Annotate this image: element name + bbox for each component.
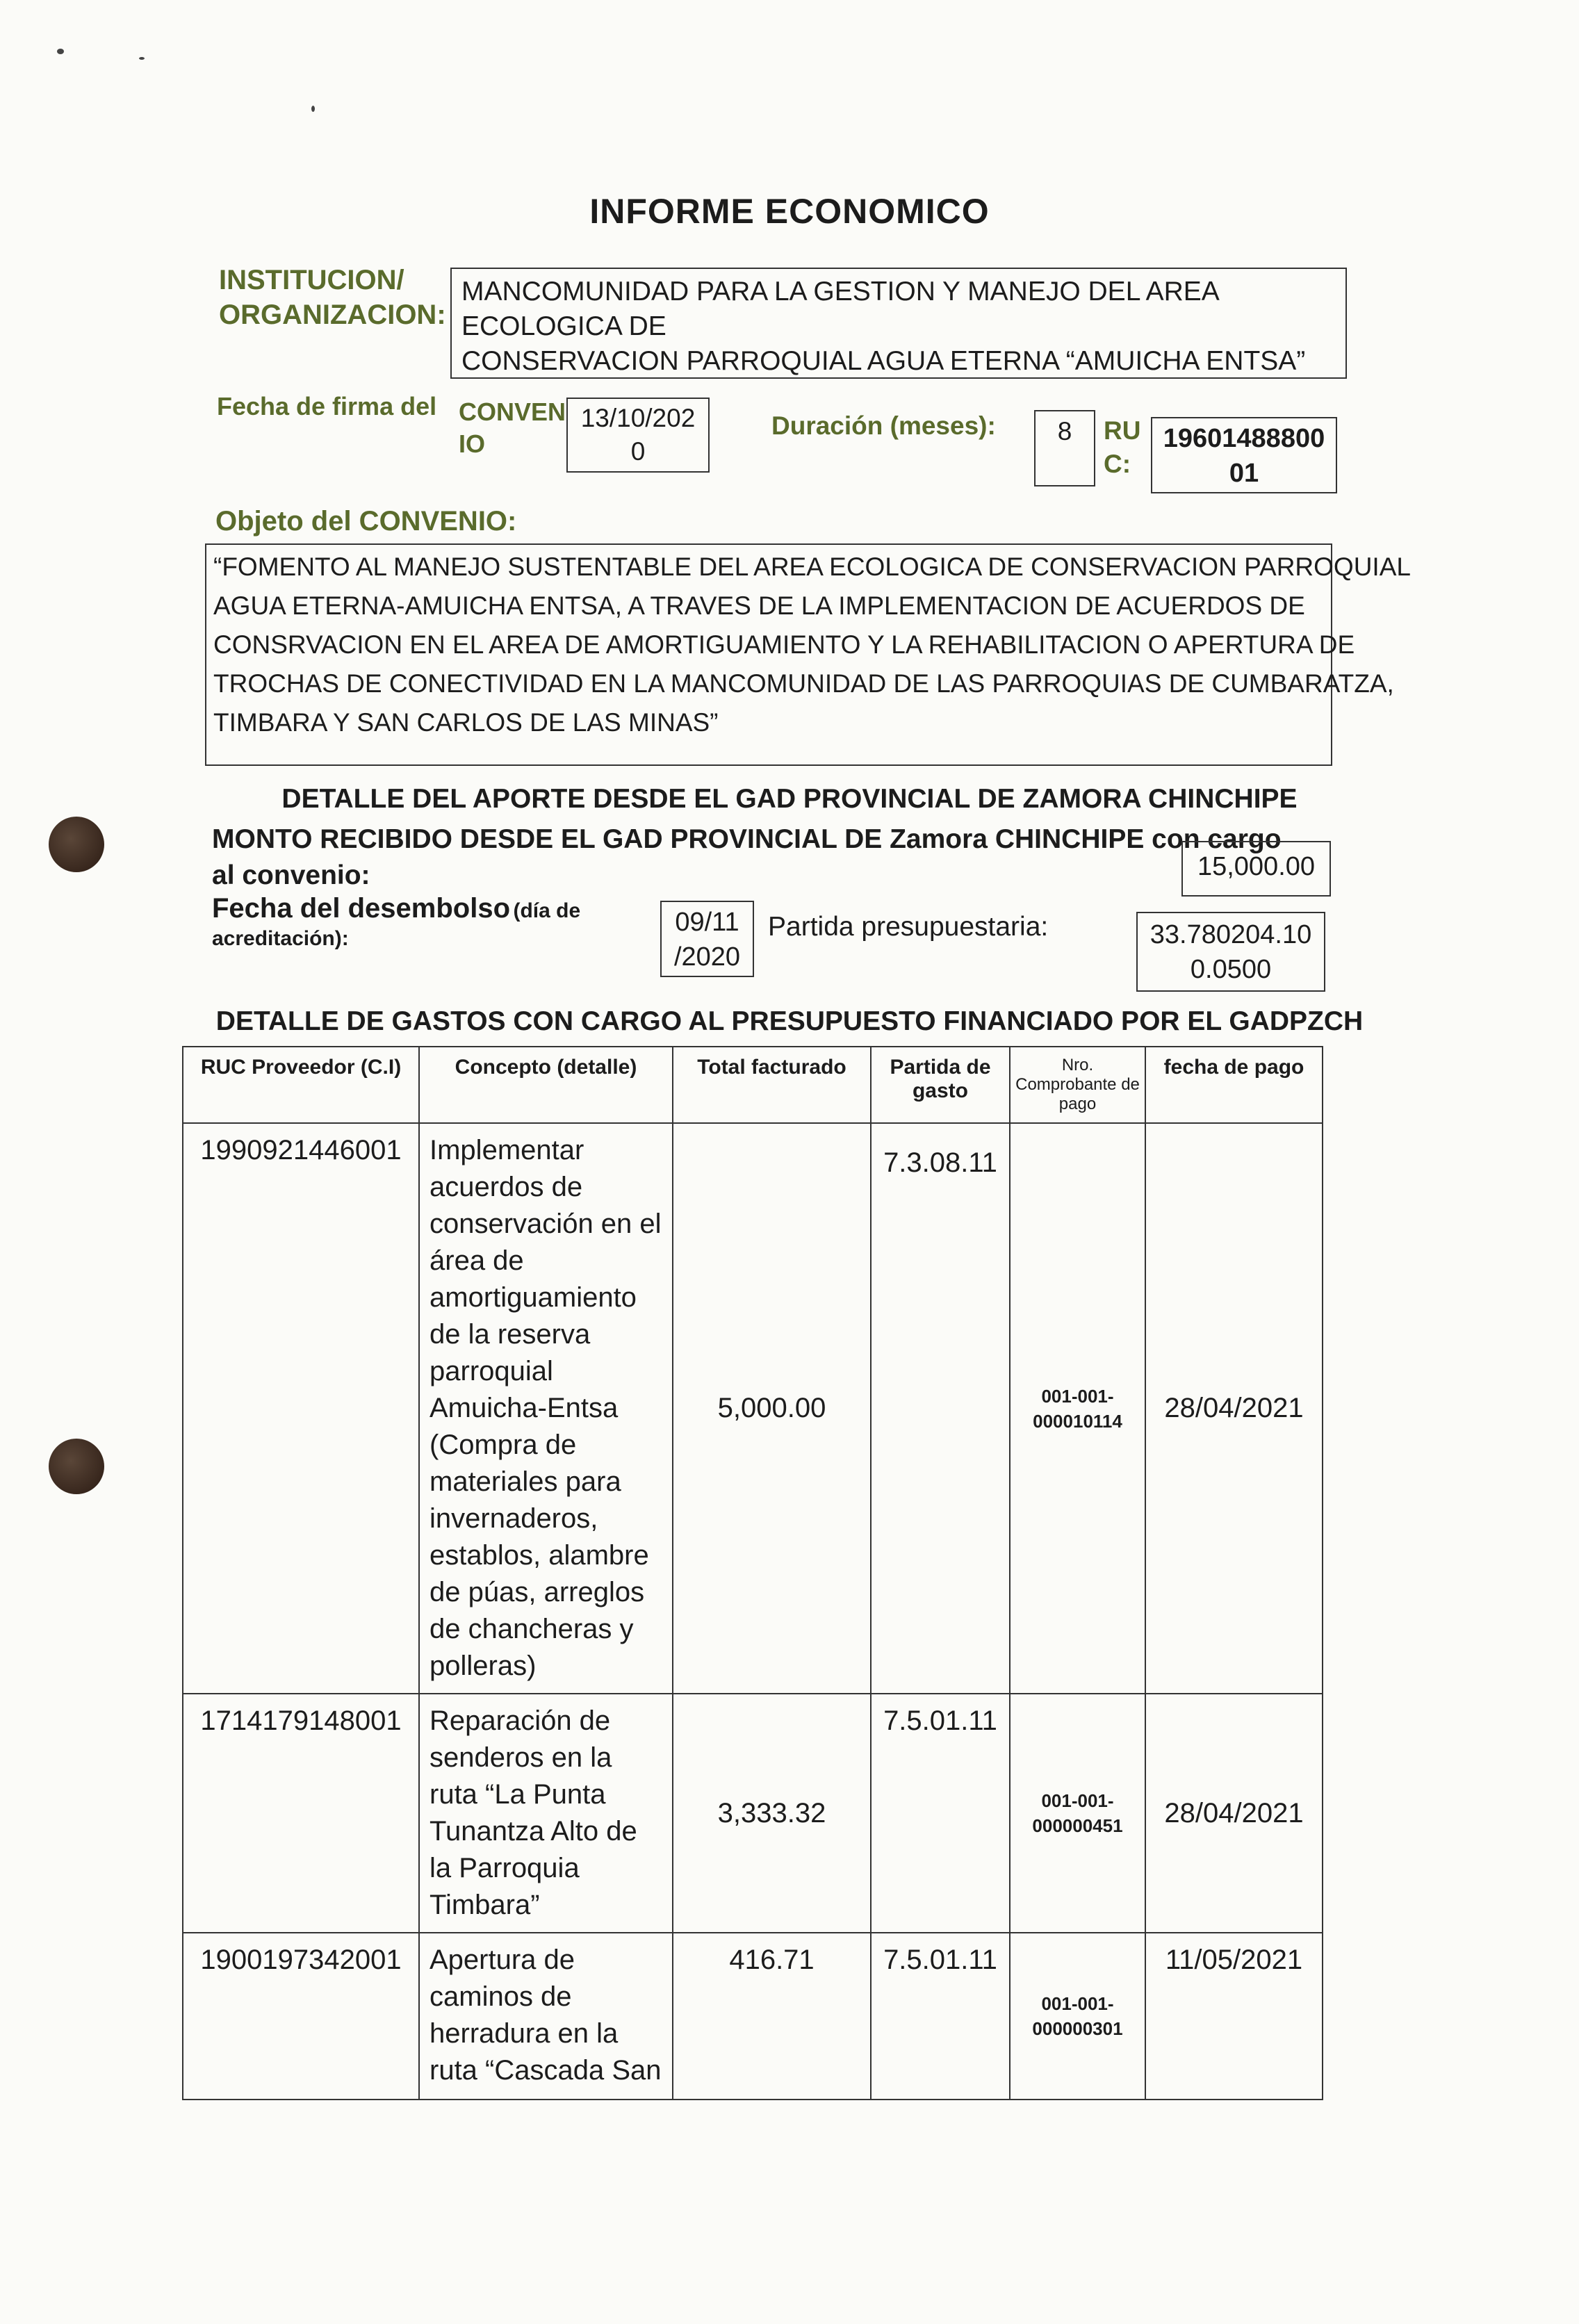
gastos-heading: DETALLE DE GASTOS CON CARGO AL PRESUPUESTO FINANCIADO POR EL GADPZCH bbox=[215, 1006, 1364, 1036]
cell-nro: 001-001-000010114 bbox=[1010, 1123, 1145, 1694]
institucion-value-box: MANCOMUNIDAD PARA LA GESTION Y MANEJO DEL AREA ECOLOGICA DE CONSERVACION PARROQUIAL AGUA ETERNA “AMUICHA ENTSA” bbox=[450, 268, 1347, 379]
cell-concepto: Reparación de senderos en la ruta “La Punta Tunantza Alto de la Parroquia Timbara” bbox=[419, 1694, 673, 1933]
desembolso-value-box: 09/11 /2020 bbox=[660, 901, 754, 977]
partida-value-box: 33.780204.10 0.0500 bbox=[1136, 912, 1325, 992]
cell-nro: 001-001-000000301 bbox=[1010, 1933, 1145, 2100]
cell-total: 416.71 bbox=[673, 1933, 871, 2100]
monto-value-box: 15,000.00 bbox=[1181, 841, 1331, 897]
cell-partida: 7.5.01.11 bbox=[871, 1694, 1010, 1933]
scan-speck bbox=[57, 49, 64, 54]
cell-total: 5,000.00 bbox=[673, 1123, 871, 1694]
ruc-value-box: 19601488800 01 bbox=[1151, 417, 1337, 493]
ruc-label: RU C: bbox=[1104, 416, 1141, 478]
gastos-table bbox=[182, 1046, 1323, 2100]
punch-hole-bottom bbox=[49, 1439, 104, 1494]
header-ruc: RUC Proveedor (C.I) bbox=[183, 1047, 419, 1123]
convenio-label: CONVEN IO bbox=[459, 398, 566, 458]
page-title: INFORME ECONOMICO bbox=[589, 192, 990, 231]
duracion-value-box: 8 bbox=[1034, 410, 1095, 486]
table-row bbox=[183, 1123, 1323, 1694]
header-partida: Partida de gasto bbox=[871, 1047, 1010, 1123]
cell-ruc: 1990921446001 bbox=[183, 1123, 419, 1694]
cell-concepto: Apertura de caminos de herradura en la ruta “Cascada San bbox=[419, 1933, 673, 2100]
cell-ruc: 1900197342001 bbox=[183, 1933, 419, 2100]
header-concepto: Concepto (detalle) bbox=[419, 1047, 673, 1123]
punch-hole-top bbox=[49, 817, 104, 872]
objeto-label: Objeto del CONVENIO: bbox=[215, 506, 517, 537]
cell-fecha: 28/04/2021 bbox=[1145, 1694, 1323, 1933]
partida-label: Partida presupuestaria: bbox=[768, 912, 1049, 942]
cell-concepto: Implementar acuerdos de conservación en el área de amortiguamiento de la reserva parroquial Amuicha-Entsa (Compra de materiales para invernaderos, establos, alambre de púas, arreglos de chancheras y polleras) bbox=[419, 1123, 673, 1694]
aporte-heading: DETALLE DEL APORTE DESDE EL GAD PROVINCIAL DE ZAMORA CHINCHIPE bbox=[281, 784, 1298, 814]
cell-nro: 001-001-000000451 bbox=[1010, 1694, 1145, 1933]
fecha-firma-label: Fecha de firma del bbox=[217, 392, 437, 420]
objeto-box: “FOMENTO AL MANEJO SUSTENTABLE DEL AREA ECOLOGICA DE CONSERVACION PARROQUIAL AGUA ETERNA-AMUICHA ENTSA, A TRAVES DE LA IMPLEMENTACION DE ACUERDOS DE CONSRVACION EN EL AREA DE AMORTIGUAMIENTO Y LA REHABILITACION O APERTURA DE TROCHAS DE CONECTIVIDAD EN LA MANCOMUNIDAD DE LAS PARROQUIAS DE CUMBARATZA, TIMBARA Y SAN CARLOS DE LAS MINAS” bbox=[205, 543, 1332, 766]
cell-ruc: 1714179148001 bbox=[183, 1694, 419, 1933]
header-nro: Nro. Comprobante de pago bbox=[1010, 1047, 1145, 1123]
cell-fecha: 11/05/2021 bbox=[1145, 1933, 1323, 2100]
table-header-row bbox=[183, 1047, 1323, 1123]
institucion-label: INSTITUCION/ ORGANIZACION: bbox=[219, 265, 446, 330]
table-row bbox=[183, 1694, 1323, 1933]
header-total: Total facturado bbox=[673, 1047, 871, 1123]
duracion-label: Duración (meses): bbox=[771, 411, 996, 440]
desembolso-label: Fecha del desembolso (día de acreditación): bbox=[212, 893, 581, 950]
scan-speck bbox=[139, 57, 145, 60]
header-fecha: fecha de pago bbox=[1145, 1047, 1323, 1123]
monto-label: MONTO RECIBIDO DESDE EL GAD PROVINCIAL DE Zamora CHINCHIPE con cargo al convenio: bbox=[212, 824, 1282, 890]
cell-partida: 7.3.08.11 bbox=[871, 1123, 1010, 1694]
cell-fecha: 28/04/2021 bbox=[1145, 1123, 1323, 1694]
cell-partida: 7.5.01.11 bbox=[871, 1933, 1010, 2100]
table-row bbox=[183, 1933, 1323, 2100]
fecha-firma-value-box: 13/10/202 0 bbox=[566, 398, 710, 473]
scan-speck bbox=[311, 106, 315, 112]
cell-total: 3,333.32 bbox=[673, 1694, 871, 1933]
